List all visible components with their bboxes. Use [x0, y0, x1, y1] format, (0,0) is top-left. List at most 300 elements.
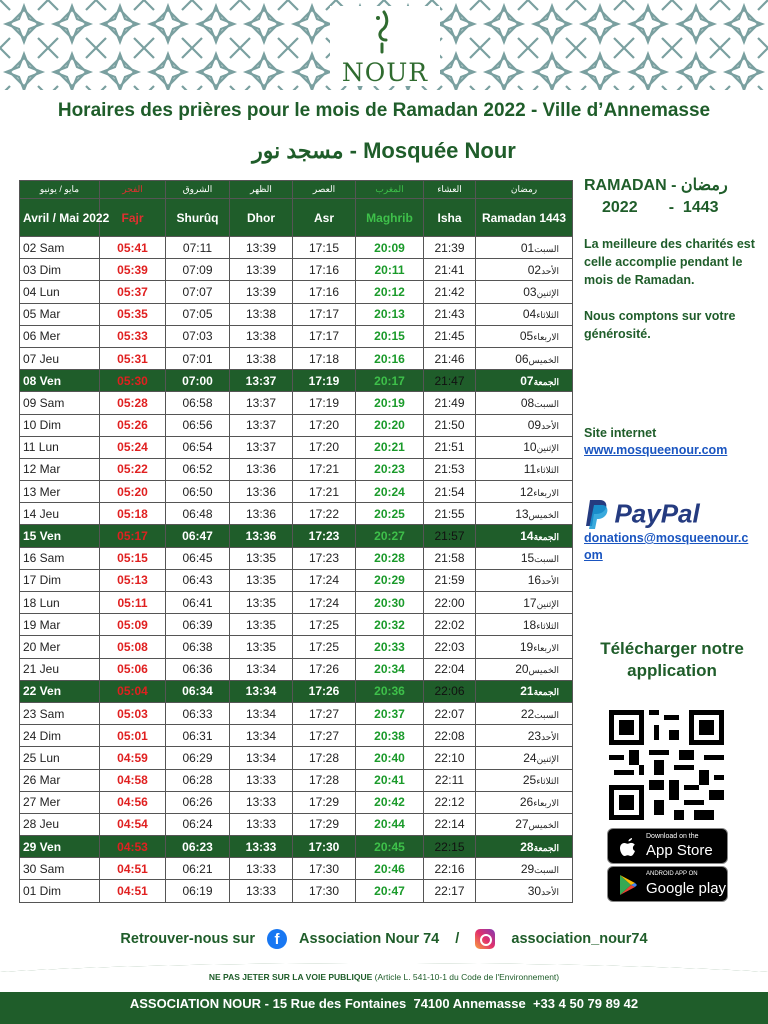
row-shuruq: 06:56: [166, 414, 230, 436]
row-fajr: 05:35: [100, 303, 166, 325]
row-isha: 21:55: [424, 503, 476, 525]
row-day-arabic: الاربعاء: [533, 332, 559, 343]
row-maghrib: 20:12: [356, 281, 424, 303]
charity-paragraph-1: La meilleure des charités est celle accomplie pendant le mois de Ramadan.: [584, 237, 755, 287]
row-isha: 21:53: [424, 458, 476, 480]
table-row: [20, 414, 573, 436]
row-day-arabic: الجمعة: [533, 532, 559, 543]
row-isha: 22:16: [424, 858, 476, 880]
row-ramadan-day: [476, 370, 573, 392]
header-ar-asr: العصر: [293, 181, 356, 199]
row-maghrib: 20:33: [356, 636, 424, 658]
row-ramadan-number: 07: [520, 373, 534, 388]
row-dhor: 13:37: [230, 392, 293, 414]
table-row: [20, 503, 573, 525]
header-ar-isha: العشاء: [424, 181, 476, 199]
logo-calligraphy-icon: [372, 10, 396, 54]
row-date: 23 Sam: [20, 702, 100, 724]
row-dhor: 13:33: [230, 836, 293, 858]
row-shuruq: 06:36: [166, 658, 230, 680]
table-row: [20, 547, 573, 569]
instagram-icon[interactable]: [475, 929, 495, 949]
row-fajr: 04:53: [100, 836, 166, 858]
row-maghrib: 20:21: [356, 436, 424, 458]
row-isha: 22:15: [424, 836, 476, 858]
row-dhor: 13:35: [230, 636, 293, 658]
row-day-arabic: الثلاثاء: [536, 310, 559, 321]
table-row: [20, 680, 573, 702]
header-row-french: [20, 199, 573, 237]
table-row: [20, 747, 573, 769]
row-ramadan-number: 13: [515, 506, 529, 521]
row-dhor: 13:33: [230, 769, 293, 791]
row-asr: 17:15: [293, 237, 356, 259]
row-asr: 17:25: [293, 614, 356, 636]
row-shuruq: 06:23: [166, 836, 230, 858]
row-dhor: 13:33: [230, 858, 293, 880]
row-maghrib: 20:15: [356, 325, 424, 347]
instagram-link[interactable]: association_nour74: [511, 931, 648, 947]
ramadan-heading: [584, 175, 760, 219]
row-shuruq: 06:52: [166, 458, 230, 480]
row-day-arabic: الاربعاء: [533, 642, 559, 653]
row-shuruq: 06:54: [166, 436, 230, 458]
google-play-button[interactable]: [607, 866, 728, 902]
row-day-arabic: الثلاثاء: [536, 465, 559, 476]
row-day-arabic: الخميس: [528, 509, 559, 520]
row-ramadan-day: [476, 414, 573, 436]
row-maghrib: 20:42: [356, 791, 424, 813]
row-ramadan-day: [476, 303, 573, 325]
row-fajr: 05:41: [100, 237, 166, 259]
row-isha: 21:45: [424, 325, 476, 347]
row-ramadan-number: 05: [519, 329, 534, 344]
row-dhor: 13:39: [230, 237, 293, 259]
row-ramadan-day: [476, 725, 573, 747]
row-dhor: 13:34: [230, 747, 293, 769]
row-isha: 21:43: [424, 303, 476, 325]
row-shuruq: 07:07: [166, 281, 230, 303]
row-dhor: 13:36: [230, 503, 293, 525]
row-ramadan-number: 08: [520, 395, 535, 410]
table-row: [20, 281, 573, 303]
row-shuruq: 07:05: [166, 303, 230, 325]
row-fajr: 04:58: [100, 769, 166, 791]
row-asr: 17:28: [293, 747, 356, 769]
row-shuruq: 07:11: [166, 237, 230, 259]
row-ramadan-number: 19: [519, 639, 534, 654]
row-isha: 22:12: [424, 791, 476, 813]
row-ramadan-day: [476, 237, 573, 259]
row-ramadan-day: [476, 813, 573, 835]
row-date: 11 Lun: [20, 436, 100, 458]
row-isha: 22:02: [424, 614, 476, 636]
header-ar-shuruq: الشروق: [166, 181, 230, 199]
row-isha: 22:10: [424, 747, 476, 769]
row-ramadan-number: 11: [523, 462, 537, 477]
row-isha: 21:41: [424, 259, 476, 281]
download-title: Télécharger notre application: [600, 639, 744, 680]
row-asr: 17:29: [293, 791, 356, 813]
row-date: 06 Mer: [20, 325, 100, 347]
row-date: 24 Dim: [20, 725, 100, 747]
facebook-link[interactable]: Association Nour 74: [299, 931, 440, 947]
row-fajr: 05:03: [100, 702, 166, 724]
header-isha: Isha: [424, 199, 476, 237]
row-asr: 17:23: [293, 547, 356, 569]
row-ramadan-day: [476, 658, 573, 680]
row-date: 04 Lun: [20, 281, 100, 303]
row-ramadan-day: [476, 592, 573, 614]
row-shuruq: 06:38: [166, 636, 230, 658]
row-asr: 17:30: [293, 858, 356, 880]
row-asr: 17:16: [293, 281, 356, 303]
row-dhor: 13:36: [230, 481, 293, 503]
association-address: ASSOCIATION NOUR - 15 Rue des Fontaines 74100 Annemasse +33 4 50 79 89 42: [129, 996, 639, 1011]
row-shuruq: 06:28: [166, 769, 230, 791]
row-day-arabic: الأحد: [541, 887, 559, 898]
row-maghrib: 20:29: [356, 569, 424, 591]
row-isha: 21:58: [424, 547, 476, 569]
row-ramadan-day: [476, 769, 573, 791]
row-shuruq: 07:01: [166, 347, 230, 369]
row-day-arabic: السبت: [534, 554, 559, 565]
row-shuruq: 06:34: [166, 680, 230, 702]
row-dhor: 13:33: [230, 880, 293, 902]
row-ramadan-number: 26: [519, 795, 534, 810]
row-ramadan-day: [476, 569, 573, 591]
table-row: [20, 791, 573, 813]
row-ramadan-day: [476, 880, 573, 902]
header-dhor: Dhor: [230, 199, 293, 237]
row-isha: 21:51: [424, 436, 476, 458]
header-date-label: Avril / Mai 2022: [23, 210, 110, 225]
row-shuruq: 07:00: [166, 370, 230, 392]
header-ar-maghrib: المغرب: [356, 181, 424, 199]
row-dhor: 13:37: [230, 370, 293, 392]
app-store-button[interactable]: [607, 828, 728, 864]
table-row: [20, 569, 573, 591]
row-dhor: 13:38: [230, 325, 293, 347]
row-ramadan-day: [476, 325, 573, 347]
paypal-wordmark: PayPal: [614, 498, 700, 529]
row-day-arabic: السبت: [534, 709, 559, 720]
website-block: [584, 425, 760, 459]
row-maghrib: 20:28: [356, 547, 424, 569]
row-dhor: 13:33: [230, 813, 293, 835]
header-ar-ramadan: رمضان: [476, 181, 573, 199]
app-store-label: App Store: [646, 842, 713, 859]
facebook-icon[interactable]: f: [267, 929, 287, 949]
row-dhor: 13:34: [230, 680, 293, 702]
page-title: Horaires des prières pour le mois de Ramadan 2022 - Ville d’Annemasse: [57, 100, 711, 121]
table-row: [20, 813, 573, 835]
row-maghrib: 20:23: [356, 458, 424, 480]
row-dhor: 13:33: [230, 791, 293, 813]
row-shuruq: 06:21: [166, 858, 230, 880]
row-asr: 17:17: [293, 303, 356, 325]
row-ramadan-day: [476, 481, 573, 503]
row-asr: 17:18: [293, 347, 356, 369]
header-fajr: Fajr: [100, 199, 166, 237]
charity-paragraph-2: Nous comptons sur votre générosité.: [584, 309, 736, 341]
row-fajr: 05:37: [100, 281, 166, 303]
row-isha: 21:42: [424, 281, 476, 303]
apple-icon: [616, 835, 640, 859]
row-ramadan-number: 01: [520, 240, 535, 255]
row-isha: 22:03: [424, 636, 476, 658]
row-isha: 22:00: [424, 592, 476, 614]
row-shuruq: 07:09: [166, 259, 230, 281]
row-date: 09 Sam: [20, 392, 100, 414]
social-prefix: Retrouver-nous sur: [120, 931, 255, 947]
website-link[interactable]: www.mosqueenour.com: [584, 443, 728, 457]
logo-text: NOUR: [341, 58, 429, 87]
row-fajr: 05:13: [100, 569, 166, 591]
google-play-icon: [616, 873, 640, 897]
table-row: [20, 325, 573, 347]
row-ramadan-day: [476, 702, 573, 724]
row-day-arabic: الأحد: [541, 265, 559, 276]
row-day-arabic: الخميس: [528, 820, 559, 831]
table-row: [20, 392, 573, 414]
row-ramadan-number: 03: [523, 284, 537, 299]
ramadan-heading-line1: RAMADAN - رمضان: [584, 177, 728, 194]
table-row: [20, 858, 573, 880]
page-subtitle: مسجد نور - Mosquée Nour: [252, 138, 516, 163]
row-date: 28 Jeu: [20, 813, 100, 835]
row-isha: 21:46: [424, 347, 476, 369]
row-dhor: 13:37: [230, 436, 293, 458]
row-ramadan-number: 20: [515, 662, 529, 677]
row-shuruq: 07:03: [166, 325, 230, 347]
row-fajr: 05:01: [100, 725, 166, 747]
row-day-arabic: السبت: [534, 243, 559, 254]
row-shuruq: 06:24: [166, 813, 230, 835]
row-fajr: 05:26: [100, 414, 166, 436]
row-shuruq: 06:41: [166, 592, 230, 614]
row-fajr: 05:09: [100, 614, 166, 636]
row-asr: 17:16: [293, 259, 356, 281]
row-fajr: 05:31: [100, 347, 166, 369]
row-asr: 17:29: [293, 813, 356, 835]
row-dhor: 13:36: [230, 458, 293, 480]
row-date: 22 Ven: [20, 680, 100, 702]
row-date: 17 Dim: [20, 569, 100, 591]
row-maghrib: 20:34: [356, 658, 424, 680]
row-ramadan-number: 29: [520, 861, 535, 876]
row-isha: 21:47: [424, 370, 476, 392]
row-date: 25 Lun: [20, 747, 100, 769]
row-asr: 17:23: [293, 525, 356, 547]
table-row: [20, 458, 573, 480]
row-dhor: 13:37: [230, 414, 293, 436]
row-date: 01 Dim: [20, 880, 100, 902]
row-isha: 21:54: [424, 481, 476, 503]
row-maghrib: 20:47: [356, 880, 424, 902]
row-maghrib: 20:27: [356, 525, 424, 547]
row-day-arabic: الثلاثاء: [536, 620, 559, 631]
row-dhor: 13:35: [230, 547, 293, 569]
row-ramadan-number: 17: [523, 595, 537, 610]
row-ramadan-number: 18: [522, 617, 537, 632]
row-shuruq: 06:43: [166, 569, 230, 591]
row-fajr: 04:54: [100, 813, 166, 835]
table-row: [20, 347, 573, 369]
row-isha: 21:39: [424, 237, 476, 259]
row-asr: 17:24: [293, 569, 356, 591]
row-day-arabic: الاربعاء: [533, 798, 559, 809]
header-maghrib: Maghrib: [356, 199, 424, 237]
row-fajr: 05:22: [100, 458, 166, 480]
row-shuruq: 06:39: [166, 614, 230, 636]
row-day-arabic: الأحد: [541, 421, 559, 432]
row-maghrib: 20:32: [356, 614, 424, 636]
row-fajr: 05:30: [100, 370, 166, 392]
environment-notice: [0, 972, 768, 982]
row-date: 27 Mer: [20, 791, 100, 813]
row-isha: 21:59: [424, 569, 476, 591]
notice-reference: (Article L. 541-10-1 du Code de l'Environnement): [374, 972, 560, 982]
row-maghrib: 20:30: [356, 592, 424, 614]
row-shuruq: 06:26: [166, 791, 230, 813]
row-dhor: 13:34: [230, 725, 293, 747]
row-maghrib: 20:20: [356, 414, 424, 436]
row-maghrib: 20:17: [356, 370, 424, 392]
row-maghrib: 20:46: [356, 858, 424, 880]
row-ramadan-number: 22: [520, 706, 535, 721]
row-day-arabic: الجمعة: [533, 376, 559, 387]
row-ramadan-number: 25: [522, 773, 537, 788]
row-dhor: 13:39: [230, 281, 293, 303]
row-date: 02 Sam: [20, 237, 100, 259]
row-dhor: 13:38: [230, 303, 293, 325]
row-dhor: 13:38: [230, 347, 293, 369]
row-asr: 17:20: [293, 436, 356, 458]
row-dhor: 13:39: [230, 259, 293, 281]
header-date: [20, 199, 110, 237]
row-ramadan-number: 09: [527, 418, 542, 433]
row-asr: 17:30: [293, 836, 356, 858]
row-maghrib: 20:11: [356, 259, 424, 281]
row-date: 18 Lun: [20, 592, 100, 614]
paypal-icon: [584, 498, 610, 530]
row-dhor: 13:34: [230, 702, 293, 724]
row-fajr: 05:28: [100, 392, 166, 414]
table-row: [20, 370, 573, 392]
row-shuruq: 06:48: [166, 503, 230, 525]
row-fajr: 04:51: [100, 880, 166, 902]
row-ramadan-day: [476, 614, 573, 636]
row-ramadan-day: [476, 680, 573, 702]
table-row: [20, 525, 573, 547]
row-fajr: 05:17: [100, 525, 166, 547]
row-day-arabic: الجمعة: [533, 842, 559, 853]
row-maghrib: 20:13: [356, 303, 424, 325]
row-asr: 17:21: [293, 481, 356, 503]
table-row: [20, 725, 573, 747]
row-dhor: 13:35: [230, 614, 293, 636]
qr-code-icon[interactable]: [609, 710, 724, 820]
row-date: 07 Jeu: [20, 347, 100, 369]
table-row: [20, 614, 573, 636]
row-shuruq: 06:29: [166, 747, 230, 769]
row-day-arabic: الأحد: [541, 731, 559, 742]
row-ramadan-day: [476, 347, 573, 369]
row-fajr: 05:18: [100, 503, 166, 525]
row-asr: 17:19: [293, 392, 356, 414]
row-maghrib: 20:25: [356, 503, 424, 525]
nour-logo: [330, 6, 440, 86]
row-fajr: 05:39: [100, 259, 166, 281]
table-row: [20, 237, 573, 259]
row-fajr: 05:08: [100, 636, 166, 658]
row-day-arabic: الاربعاء: [533, 487, 559, 498]
row-maghrib: 20:19: [356, 392, 424, 414]
table-row: [20, 769, 573, 791]
table-row: [20, 880, 573, 902]
row-date: 20 Mer: [20, 636, 100, 658]
row-isha: 21:50: [424, 414, 476, 436]
paypal-email-link[interactable]: donations@mosqueenour.com: [584, 531, 749, 562]
row-dhor: 13:34: [230, 658, 293, 680]
row-day-arabic: الجمعة: [533, 687, 559, 698]
row-maghrib: 20:40: [356, 747, 424, 769]
row-fajr: 05:20: [100, 481, 166, 503]
row-ramadan-day: [476, 259, 573, 281]
row-ramadan-day: [476, 281, 573, 303]
table-row: [20, 303, 573, 325]
row-date: 21 Jeu: [20, 658, 100, 680]
header-ramadan: Ramadan 1443: [476, 199, 573, 237]
row-asr: 17:20: [293, 414, 356, 436]
row-ramadan-number: 16: [527, 573, 542, 588]
row-fajr: 05:06: [100, 658, 166, 680]
row-shuruq: 06:33: [166, 702, 230, 724]
row-day-arabic: الخميس: [528, 665, 559, 676]
row-asr: 17:22: [293, 503, 356, 525]
row-day-arabic: الإثنين: [536, 443, 559, 454]
row-isha: 21:49: [424, 392, 476, 414]
row-ramadan-number: 04: [522, 307, 537, 322]
row-maghrib: 20:41: [356, 769, 424, 791]
row-day-arabic: الإثنين: [536, 287, 559, 298]
row-date: 10 Dim: [20, 414, 100, 436]
row-isha: 22:04: [424, 658, 476, 680]
table-row: [20, 636, 573, 658]
row-dhor: 13:36: [230, 525, 293, 547]
footer-background: [0, 958, 768, 1024]
row-ramadan-number: 10: [523, 440, 537, 455]
row-date: 03 Dim: [20, 259, 100, 281]
row-date: 08 Ven: [20, 370, 100, 392]
row-fajr: 04:56: [100, 791, 166, 813]
table-row: [20, 836, 573, 858]
row-maghrib: 20:38: [356, 725, 424, 747]
row-ramadan-day: [476, 458, 573, 480]
row-asr: 17:17: [293, 325, 356, 347]
row-date: 13 Mer: [20, 481, 100, 503]
social-links: [0, 929, 768, 949]
row-day-arabic: السبت: [534, 398, 559, 409]
row-isha: 22:06: [424, 680, 476, 702]
row-ramadan-number: 28: [520, 839, 534, 854]
app-store-small-label: Download on the: [646, 833, 699, 840]
row-isha: 22:17: [424, 880, 476, 902]
row-asr: 17:24: [293, 592, 356, 614]
row-ramadan-number: 12: [519, 484, 534, 499]
row-ramadan-day: [476, 791, 573, 813]
